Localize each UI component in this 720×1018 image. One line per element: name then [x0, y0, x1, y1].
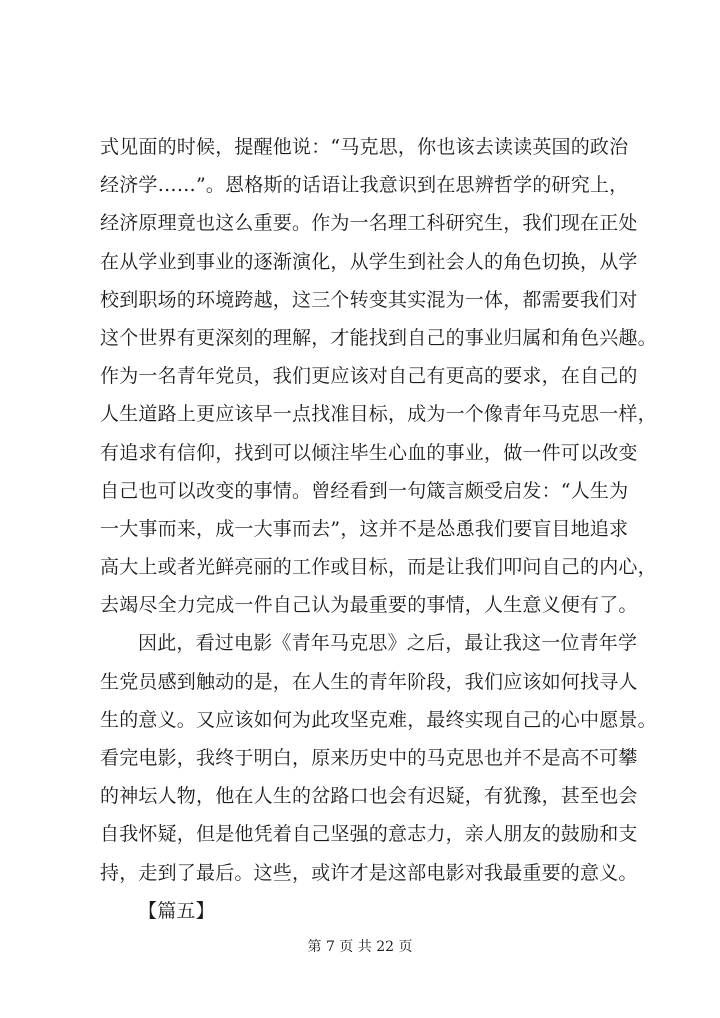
text-line: 人生道路上更应该早一点找准目标，成为一个像青年马克思一样， [100, 403, 657, 426]
paragraph-start-line: 因此，看过电影《青年马克思》之后，最让我这一位青年学 [138, 632, 638, 655]
text-line: 高大上或者光鲜亮丽的工作或目标，而是让我们叩问自己的内心， [100, 556, 657, 579]
text-line: 去竭尽全力完成一件自己认为最重要的事情，人生意义便有了。 [100, 594, 638, 617]
text-line: 作为一名青年党员，我们更应该对自己有更高的要求，在自己的 [100, 365, 638, 388]
text-line: 看完电影，我终于明白，原来历史中的马克思也并不是高不可攀 [100, 747, 638, 769]
text-line: 生的意义。又应该如何为此攻坚克难，最终实现自己的心中愿景。 [100, 708, 657, 731]
text-line: 校到职场的环境跨越，这三个转变其实混为一体，都需要我们对 [100, 288, 638, 311]
page-number-label: 第 7 页 共 22 页 [307, 939, 413, 955]
text-line: 持，走到了最后。这些，或许才是这部电影对我最重要的意义。 [100, 861, 638, 884]
text-line: 有追求有信仰，找到可以倾注毕生心血的事业，做一件可以改变 [100, 441, 638, 464]
text-line: 自我怀疑，但是他凭着自己坚强的意志力，亲人朋友的鼓励和支 [100, 823, 638, 846]
text-line: 经济原理竟也这么重要。作为一名理工科研究生，我们现在正处 [100, 212, 638, 235]
body-text [100, 128, 660, 930]
text-line: 经济学……”。恩格斯的话语让我意识到在思辨哲学的研究上， [100, 174, 629, 197]
text-line: 在从学业到事业的逐渐演化，从学生到社会人的角色切换，从学 [100, 250, 638, 273]
text-line: 式见面的时候，提醒他说：“马克思，你也该去读读英国的政治 [100, 136, 629, 158]
text-line: 自己也可以改变的事情。曾经看到一句箴言颇受启发：“人生为 [100, 479, 629, 502]
page-footer [0, 937, 720, 957]
text-line: 的神坛人物，他在人生的岔路口也会有迟疑，有犹豫，甚至也会 [100, 785, 638, 808]
section-heading: 【篇五】 [138, 899, 215, 922]
text-line: 生党员感到触动的是，在人生的青年阶段，我们应该如何找寻人 [100, 670, 638, 693]
text-line: 这个世界有更深刻的理解，才能找到自己的事业归属和角色兴趣。 [100, 326, 657, 349]
text-line: 一大事而来，成一大事而去”，这并不是怂恿我们要盲目地追求 [100, 517, 629, 540]
